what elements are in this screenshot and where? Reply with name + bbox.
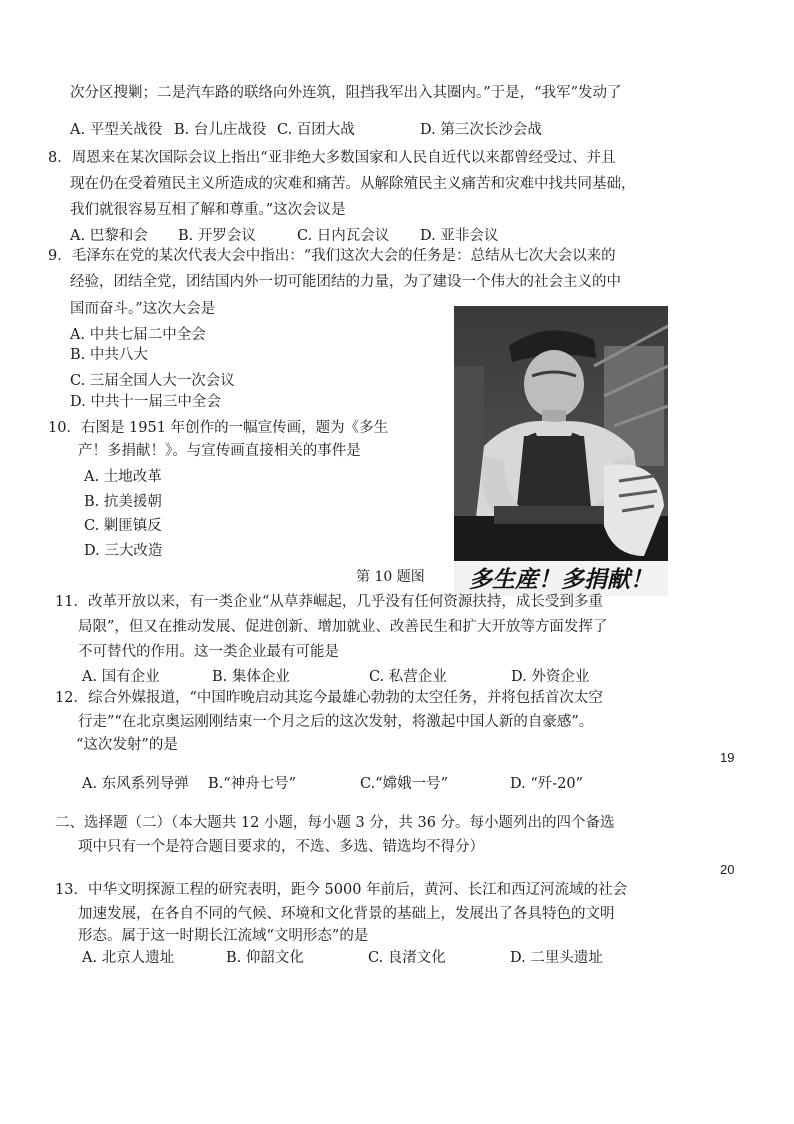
poster-slogan: 多生産！多捐献！ (469, 567, 653, 593)
figure-caption: 第 10 题图 (356, 569, 425, 585)
q8-option-a[interactable]: A. 巴黎和会 (70, 228, 148, 244)
q7-option-d[interactable]: D. 第三次长沙会战 (420, 122, 542, 138)
q13-stem-line-3: 形态。属于这一时期长江流域“文明形态”的是 (78, 928, 369, 944)
q7-option-b[interactable]: B. 台儿庄战役 (174, 122, 267, 138)
q9-option-c[interactable]: C. 三届全国人大一次会议 (70, 373, 235, 389)
q12-option-b[interactable]: B.“神舟七号” (208, 776, 297, 792)
q13-option-c[interactable]: C. 良渚文化 (368, 950, 446, 966)
q11-option-d[interactable]: D. 外资企业 (511, 669, 590, 685)
section-2-instructions: 项中只有一个是符合题目要求的，不选、多选、错选均不得分） (78, 839, 484, 855)
q9-stem-line-2: 经验，团结全党，团结国内外一切可能团结的力量，为了建设一个伟大的社会主义的中 (70, 274, 621, 290)
q8-option-d[interactable]: D. 亚非会议 (420, 228, 499, 244)
q8-stem-line-3: 我们就很容易互相了解和尊重。”这次会议是 (70, 202, 346, 218)
q11-stem-line-2: 局限”，但又在推动发展、促进创新、增加就业、改善民生和扩大开放等方面发挥了 (78, 619, 608, 635)
q8-option-b[interactable]: B. 开罗会议 (178, 228, 256, 244)
q12-stem-line-1: 12．综合外媒报道，“中国昨晚启动其迄今最雄心勃勃的太空任务，并将包括首次太空 (55, 690, 603, 706)
section-2-heading: 二、选择题（二）（本大题共 12 小题，每小题 3 分，共 36 分。每小题列出的四个备选 (55, 815, 615, 831)
margin-number: 19 (720, 750, 735, 765)
q9-option-b[interactable]: B. 中共八大 (70, 347, 148, 363)
q12-stem-line-2: 行走”“在北京奥运刚刚结束一个月之后的这次发射，将激起中国人新的自豪感”。 (78, 714, 594, 730)
q10-option-c[interactable]: C. 剿匪镇反 (84, 518, 162, 534)
margin-number: 20 (720, 862, 735, 877)
q9-option-d[interactable]: D. 中共十一届三中全会 (70, 394, 221, 410)
poster-illustration (454, 306, 668, 596)
q11-stem-line-1: 11．改革开放以来，有一类企业“从草莽崛起，几乎没有任何资源扶持，成长受到多重 (55, 594, 603, 610)
q9-stem-line-3: 国而奋斗。”这次大会是 (70, 301, 216, 317)
q11-option-a[interactable]: A. 国有企业 (82, 669, 160, 685)
q10-option-b[interactable]: B. 抗美援朝 (84, 494, 162, 510)
q12-option-a[interactable]: A. 东风系列导弹 (82, 776, 189, 792)
q11-stem-line-3: 不可替代的作用。这一类企业最有可能是 (78, 644, 339, 660)
q13-option-b[interactable]: B. 仰韶文化 (226, 950, 304, 966)
q7-option-c[interactable]: C. 百团大战 (277, 122, 355, 138)
propaganda-poster-image (454, 306, 668, 596)
q12-option-d[interactable]: D. “歼-20” (510, 776, 584, 792)
q8-stem-line-1: 8．周恩来在某次国际会议上指出“亚非绝大多数国家和人民自近代以来都曾经受过、并且 (48, 150, 616, 166)
q9-option-a[interactable]: A. 中共七届二中全会 (70, 327, 206, 343)
q13-stem-line-2: 加速发展，在各自不同的气候、环境和文化背景的基础上，发展出了各具特色的文明 (78, 906, 615, 922)
q11-option-b[interactable]: B. 集体企业 (212, 669, 290, 685)
q9-stem-line-1: 9．毛泽东在党的某次代表大会中指出：“我们这次大会的任务是：总结从七次大会以来的 (48, 248, 616, 264)
q10-option-d[interactable]: D. 三大改造 (84, 543, 163, 559)
q8-stem-line-2: 现在仍在受着殖民主义所造成的灾难和痛苦。从解除殖民主义痛苦和灾难中找共同基础， (70, 176, 636, 192)
q13-stem-line-1: 13．中华文明探源工程的研究表明，距今 5000 年前后，黄河、长江和西辽河流域的社会 (55, 882, 628, 898)
q7-stem-line: 次分区搜剿；二是汽车路的联络向外连筑，阻挡我军出入其圈内。”于是，“我军”发动了 (70, 85, 622, 101)
q11-option-c[interactable]: C. 私营企业 (369, 669, 447, 685)
q10-stem-line-1: 10．右图是 1951 年创作的一幅宣传画，题为《多生 (48, 420, 389, 436)
q13-option-d[interactable]: D. 二里头遗址 (510, 950, 603, 966)
q12-option-c[interactable]: C.“嫦娥一号” (360, 776, 449, 792)
q12-stem-line-3: “这次发射”的是 (76, 737, 178, 753)
q13-option-a[interactable]: A. 北京人遗址 (82, 950, 175, 966)
q10-stem-line-2: 产！多捐献！》。与宣传画直接相关的事件是 (78, 443, 361, 459)
q7-option-a[interactable]: A. 平型关战役 (70, 122, 163, 138)
q8-option-c[interactable]: C. 日内瓦会议 (297, 228, 390, 244)
q10-option-a[interactable]: A. 土地改革 (84, 469, 162, 485)
